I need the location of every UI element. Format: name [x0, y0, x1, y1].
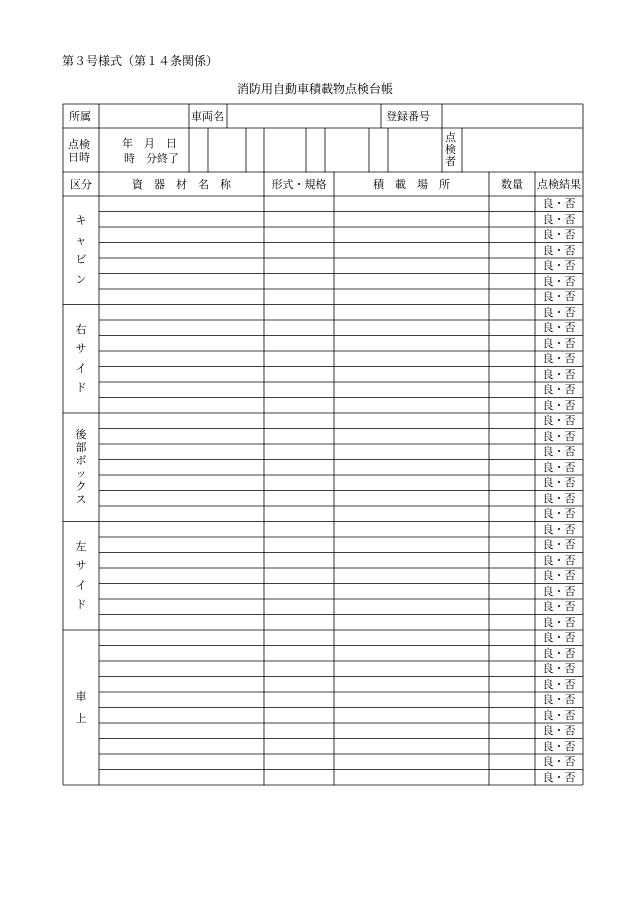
date-line: 年 月 日 — [122, 137, 177, 150]
time-line: 時 分終了 — [124, 152, 179, 165]
result-cell: 良・否 — [542, 569, 576, 582]
result-cell: 良・否 — [542, 662, 576, 675]
result-cell: 良・否 — [542, 770, 576, 784]
section-label: 後 部 ボ ッ ク ス — [75, 428, 87, 507]
col-equipment-name: 資 器 材 名 称 — [132, 178, 231, 191]
result-cell: 良・否 — [542, 414, 576, 427]
result-cell: 良・否 — [542, 445, 576, 458]
result-cell: 良・否 — [542, 383, 576, 396]
result-cell: 良・否 — [542, 274, 576, 288]
result-cell: 良・否 — [542, 212, 576, 226]
col-category: 区分 — [70, 178, 92, 191]
result-cell: 良・否 — [542, 321, 576, 334]
result-cell: 良・否 — [542, 646, 576, 660]
vehicle-name-label: 車両名 — [191, 110, 224, 123]
col-quantity: 数量 — [501, 178, 523, 191]
result-cell: 良・否 — [542, 507, 576, 520]
result-cell: 良・否 — [542, 491, 576, 505]
result-cell: 良・否 — [542, 476, 576, 489]
col-location: 積 載 場 所 — [373, 178, 450, 191]
section-label: 左 サ イ ド — [75, 539, 87, 612]
inspector-label: 点検者 — [445, 131, 456, 168]
result-cell: 良・否 — [542, 677, 576, 691]
result-cell: 良・否 — [542, 367, 576, 381]
result-cell: 良・否 — [542, 522, 576, 536]
section-label: 車 上 — [75, 689, 87, 725]
result-cell: 良・否 — [542, 228, 576, 241]
col-type-spec: 形式・規格 — [271, 178, 327, 191]
result-cell: 良・否 — [542, 755, 576, 768]
result-cell: 良・否 — [542, 553, 576, 567]
col-result: 点検結果 — [537, 178, 581, 191]
result-cell: 良・否 — [542, 259, 576, 272]
result-cell: 良・否 — [542, 739, 576, 753]
inspection-datetime-label: 点検日時 — [68, 138, 90, 164]
form-label: 第３号様式（第１４条関係） — [62, 54, 219, 68]
result-cell: 良・否 — [542, 693, 576, 706]
affiliation-label: 所属 — [69, 110, 91, 123]
section-label: キ ャ ビ ン — [75, 214, 87, 286]
result-cell: 良・否 — [542, 724, 576, 737]
registration-no-label: 登録番号 — [386, 110, 430, 123]
result-cell: 良・否 — [542, 584, 576, 598]
result-cell: 良・否 — [542, 398, 576, 412]
result-cell: 良・否 — [542, 352, 576, 365]
result-cell: 良・否 — [542, 708, 576, 722]
result-cell: 良・否 — [542, 615, 576, 629]
section-label: 右 サ イ ド — [75, 322, 87, 395]
result-cell: 良・否 — [542, 631, 576, 644]
result-cell: 良・否 — [542, 290, 576, 303]
result-cell: 良・否 — [542, 429, 576, 443]
result-cell: 良・否 — [542, 460, 576, 474]
result-cell: 良・否 — [542, 538, 576, 551]
result-cell: 良・否 — [542, 336, 576, 350]
result-cell: 良・否 — [542, 305, 576, 319]
result-cell: 良・否 — [542, 197, 576, 210]
result-cell: 良・否 — [542, 243, 576, 257]
result-cell: 良・否 — [542, 600, 576, 613]
document-title: 消防用自動車積載物点検台帳 — [236, 82, 393, 96]
